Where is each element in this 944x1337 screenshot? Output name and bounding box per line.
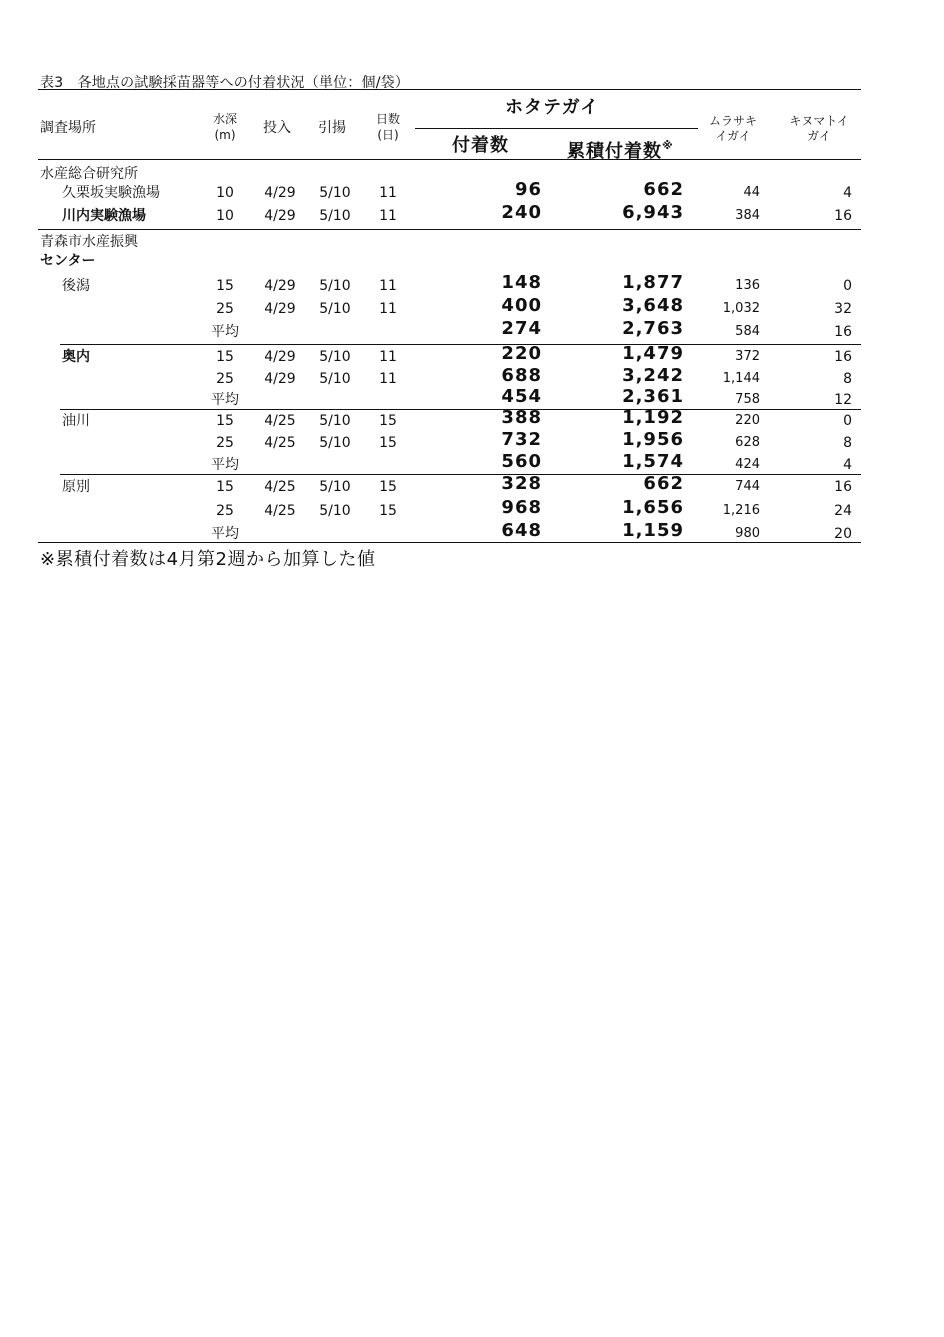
cell-kinu: 20 [834,526,852,542]
header-scallop: ホタテガイ [505,97,600,118]
cell-cumulative: 1,192 [622,407,684,428]
cell-retrieve: 5/10 [319,413,351,429]
header-days-unit: (日) [377,128,399,142]
cell-murasaki: 424 [735,457,760,472]
cell-cumulative: 2,361 [622,386,684,407]
header-kinu-line2: ガイ [807,129,831,143]
cell-depth: 平均 [211,324,239,340]
cell-murasaki: 220 [735,413,760,428]
cell-attached: 328 [501,473,542,494]
cell-kinu: 16 [834,324,852,340]
cell-site: 川内実験漁場 [62,208,146,224]
rule-after-inst1 [38,229,861,230]
cell-retrieve: 5/10 [319,301,351,317]
rule-after-aburakawa [60,474,861,475]
cell-depth: 10 [216,208,234,224]
cell-deploy: 4/29 [264,301,296,317]
cell-kinu: 32 [834,301,852,317]
cell-attached: 454 [501,386,542,407]
cell-murasaki: 1,032 [722,301,760,316]
cell-murasaki: 1,144 [722,371,760,386]
cell-attached: 732 [501,429,542,450]
cell-deploy: 4/25 [264,413,296,429]
footnote: ※累積付着数は4月第2週から加算した値 [40,549,376,570]
header-days: 日数 [375,112,400,126]
cell-attached: 648 [501,520,542,541]
rule-after-ushirogata [60,344,861,345]
cell-retrieve: 5/10 [319,503,351,519]
cell-cumulative: 1,656 [622,497,684,518]
group-label-inst1: 水産総合研究所 [40,166,138,182]
cell-murasaki: 44 [743,185,760,200]
group-label-inst2-line1: 青森市水産振興 [40,234,138,250]
cell-depth: 10 [216,185,234,201]
cell-depth: 25 [216,503,234,519]
cell-cumulative: 1,479 [622,343,684,364]
cell-kinu: 24 [834,503,852,519]
cell-depth: 平均 [211,457,239,473]
cell-days: 11 [379,301,397,317]
cell-attached: 220 [501,343,542,364]
cell-attached: 560 [501,451,542,472]
cell-retrieve: 5/10 [319,208,351,224]
cell-cumulative: 662 [643,179,684,200]
header-cumulative: 累積付着数※ [567,139,674,162]
cell-depth: 15 [216,413,234,429]
cell-site: 奥内 [62,349,90,365]
cell-days: 11 [379,208,397,224]
cell-cumulative: 3,242 [622,365,684,386]
cumulative-footnote-mark: ※ [662,139,674,152]
cell-cumulative: 1,159 [622,520,684,541]
cell-deploy: 4/29 [264,208,296,224]
cell-deploy: 4/29 [264,185,296,201]
cell-days: 15 [379,413,397,429]
header-retrieve: 引揚 [318,120,346,136]
header-kinu-line1: キヌマトイ [789,114,849,128]
cell-cumulative: 1,574 [622,451,684,472]
cell-murasaki: 136 [735,278,760,293]
cell-retrieve: 5/10 [319,371,351,387]
cell-site: 久栗坂実験漁場 [62,185,160,201]
cell-days: 11 [379,278,397,294]
cell-attached: 274 [501,318,542,339]
cell-depth: 15 [216,278,234,294]
cell-days: 11 [379,349,397,365]
cell-retrieve: 5/10 [319,479,351,495]
cell-kinu: 16 [834,349,852,365]
cell-depth: 25 [216,301,234,317]
cell-cumulative: 1,877 [622,272,684,293]
cell-kinu: 4 [843,185,852,201]
cell-retrieve: 5/10 [319,185,351,201]
cell-murasaki: 384 [735,208,760,223]
cell-deploy: 4/29 [264,349,296,365]
table-top-rule [38,89,861,90]
cell-depth: 平均 [211,526,239,542]
header-bottom-rule [38,159,861,160]
cell-retrieve: 5/10 [319,435,351,451]
header-deploy: 投入 [263,120,291,136]
cell-deploy: 4/29 [264,278,296,294]
cell-kinu: 0 [843,413,852,429]
cell-kinu: 0 [843,278,852,294]
cell-days: 15 [379,479,397,495]
cell-days: 15 [379,503,397,519]
cell-attached: 96 [514,179,542,200]
cell-site: 油川 [62,413,90,429]
cell-retrieve: 5/10 [319,278,351,294]
cell-depth: 25 [216,371,234,387]
cell-kinu: 4 [843,457,852,473]
header-murasaki-line2: イガイ [715,129,751,143]
header-depth: 水深 [212,112,237,126]
cell-attached: 400 [501,295,542,316]
cell-murasaki: 758 [735,392,760,407]
cell-deploy: 4/25 [264,479,296,495]
cell-deploy: 4/25 [264,435,296,451]
cell-kinu: 8 [843,435,852,451]
group-label-inst2-line2: センター [40,253,96,269]
cell-kinu: 16 [834,208,852,224]
cell-depth: 平均 [211,392,239,408]
header-murasaki-line1: ムラサキ [708,114,757,128]
cell-days: 15 [379,435,397,451]
cell-murasaki: 584 [735,324,760,339]
cell-kinu: 8 [843,371,852,387]
cell-site: 原別 [62,479,90,495]
cell-retrieve: 5/10 [319,349,351,365]
cell-attached: 240 [501,202,542,223]
cell-depth: 15 [216,349,234,365]
scallop-subheader-rule [415,128,698,129]
cell-cumulative: 1,956 [622,429,684,450]
table-bottom-rule [38,542,861,543]
cell-kinu: 16 [834,479,852,495]
cell-depth: 25 [216,435,234,451]
cell-deploy: 4/25 [264,503,296,519]
cell-cumulative: 662 [643,473,684,494]
cell-cumulative: 2,763 [622,318,684,339]
cell-cumulative: 3,648 [622,295,684,316]
cell-days: 11 [379,371,397,387]
cell-deploy: 4/29 [264,371,296,387]
cell-attached: 688 [501,365,542,386]
cell-murasaki: 744 [735,479,760,494]
cell-site: 後潟 [62,278,90,294]
header-site: 調査場所 [40,120,96,136]
cell-attached: 388 [501,407,542,428]
cell-days: 11 [379,185,397,201]
header-attached: 付着数 [452,135,509,156]
cell-kinu: 12 [834,392,852,408]
header-depth-unit: (m) [214,128,236,142]
cell-depth: 15 [216,479,234,495]
cell-attached: 968 [501,497,542,518]
cell-murasaki: 628 [735,435,760,450]
cell-cumulative: 6,943 [622,202,684,223]
cell-attached: 148 [501,272,542,293]
table-caption: 表3 各地点の試験採苗器等への付着状況（単位：個/袋） [40,75,410,91]
cell-murasaki: 372 [735,349,760,364]
rule-after-okunai [60,409,861,410]
cell-murasaki: 980 [735,526,760,541]
cell-murasaki: 1,216 [722,503,760,518]
